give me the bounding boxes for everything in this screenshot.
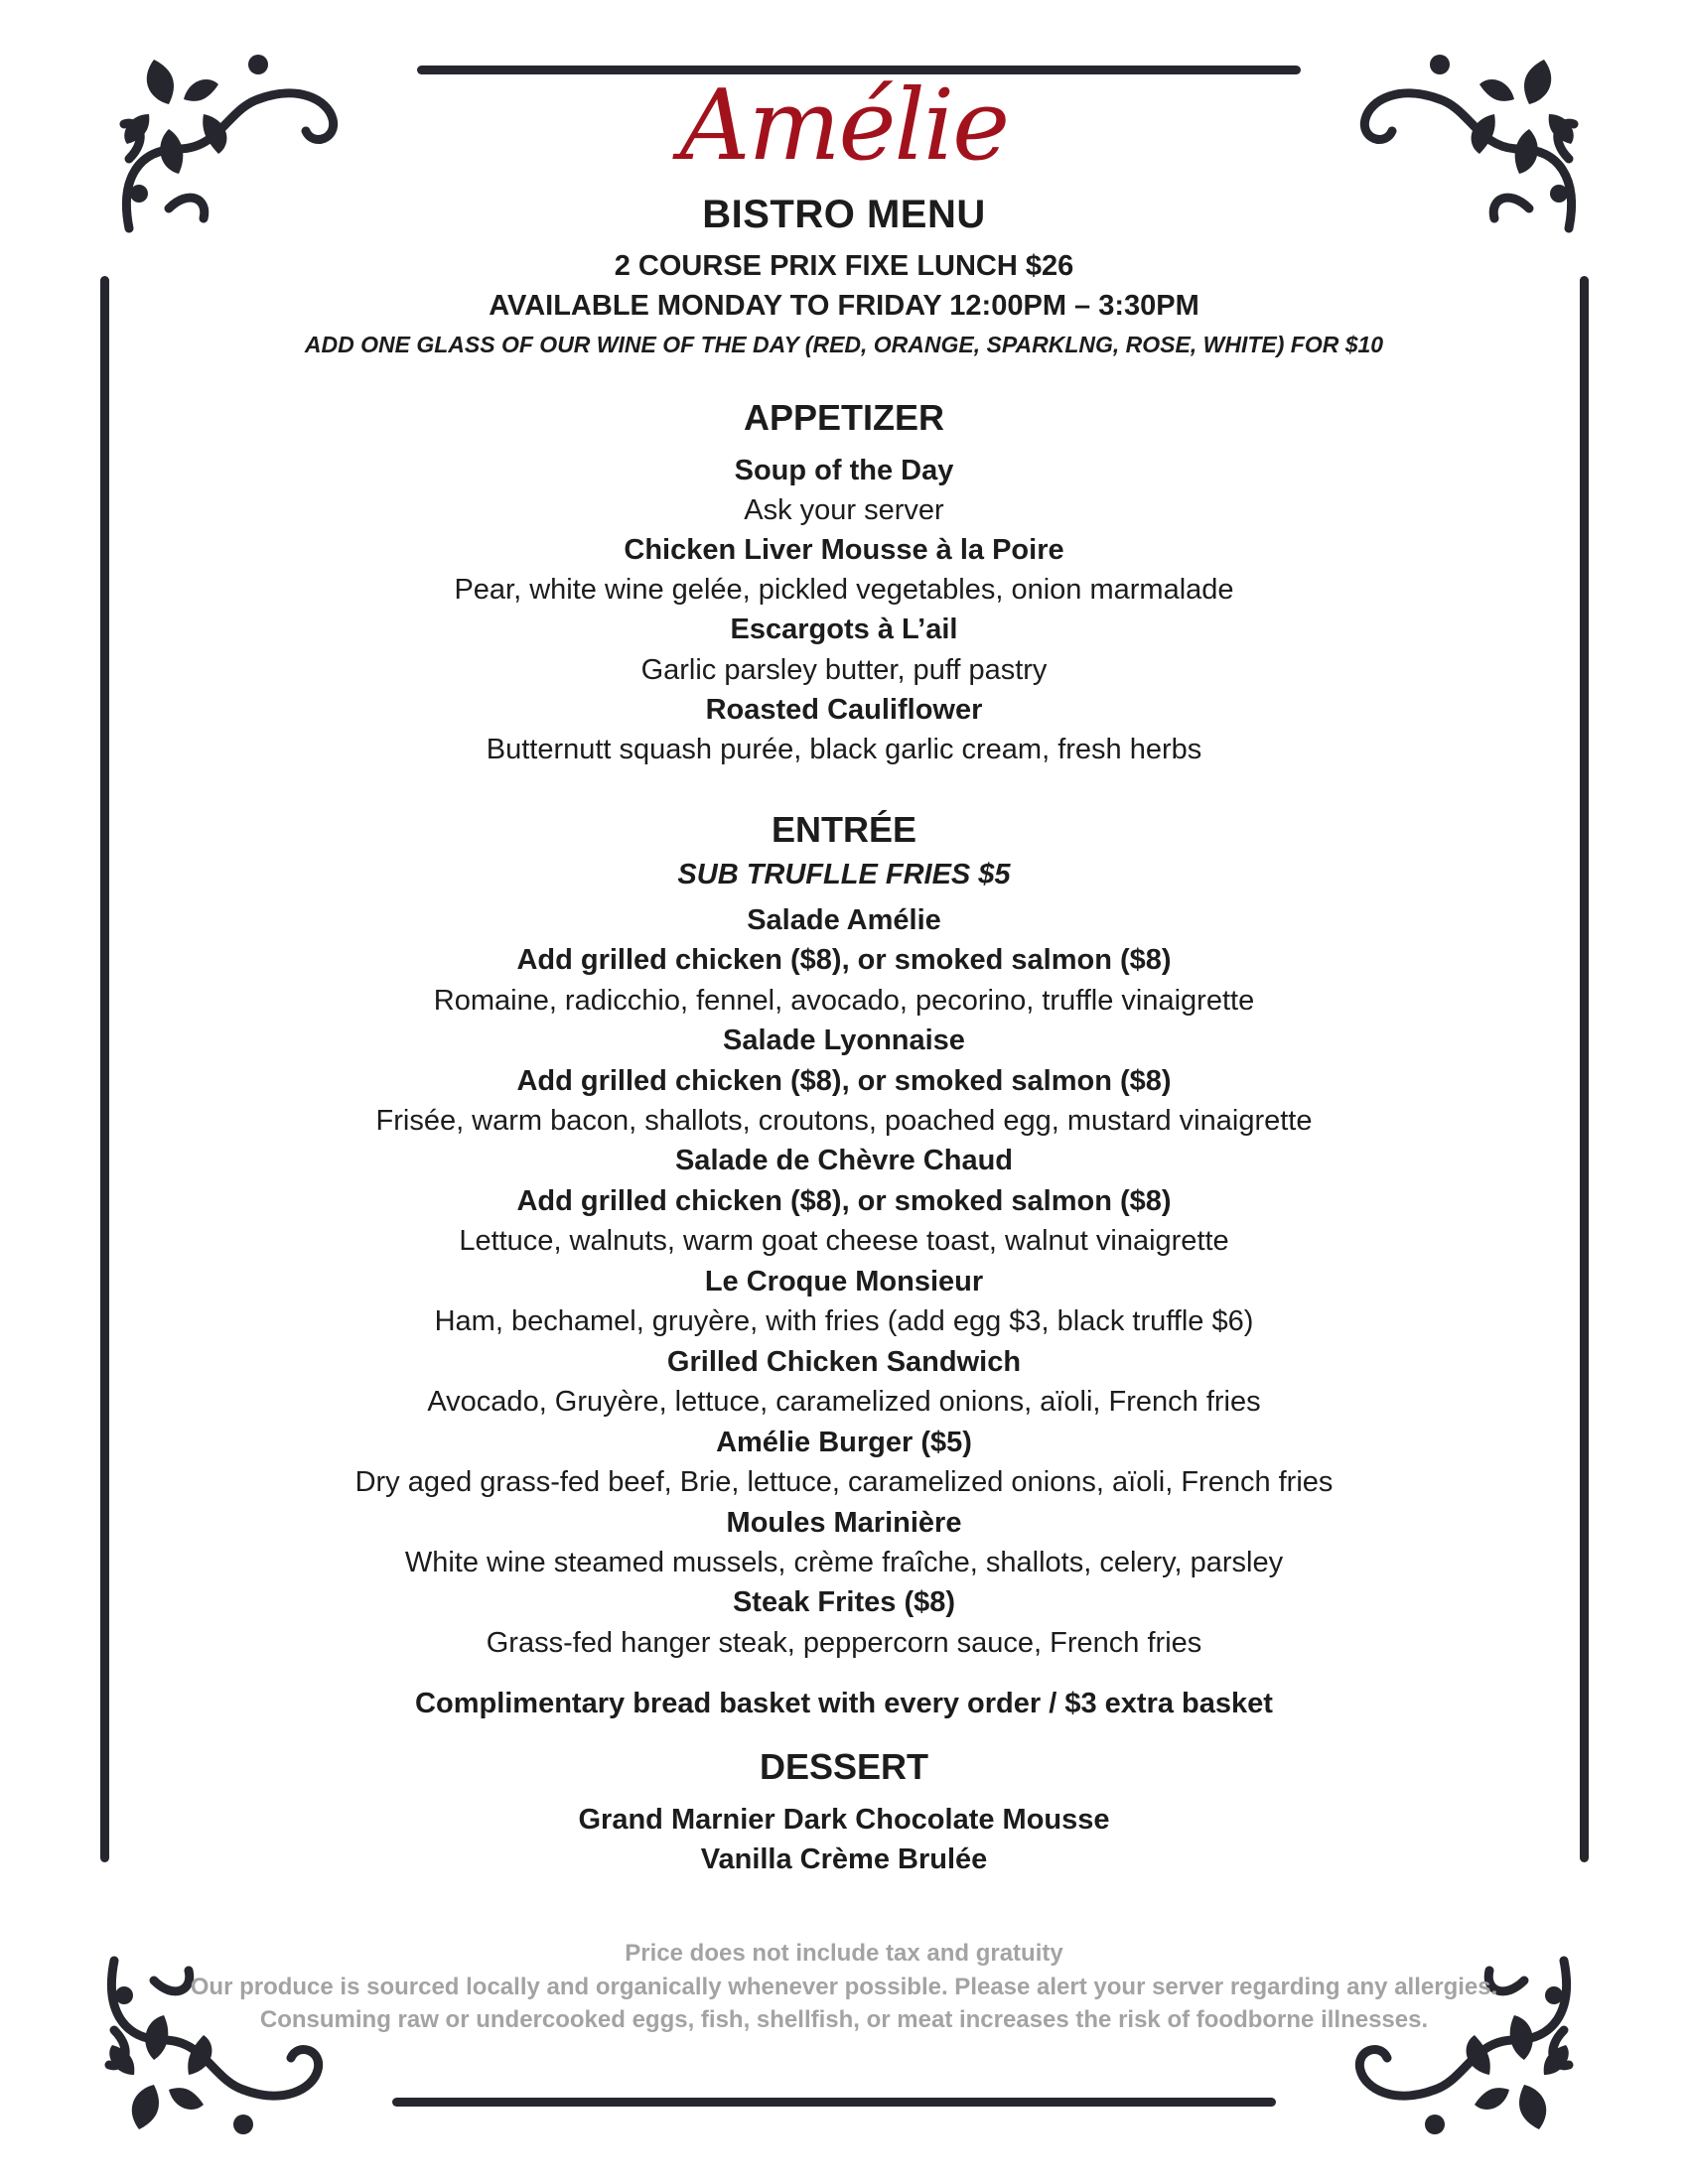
menu-item-desc: White wine steamed mussels, crème fraîche, shallots, celery, parsley bbox=[404, 1547, 1284, 1578]
wine-note: ADD ONE GLASS OF OUR WINE OF THE DAY (RED, ORANGE, SPARKLNG, ROSE, WHITE) FOR $10 bbox=[304, 332, 1384, 357]
hours-line: AVAILABLE MONDAY TO FRIDAY 12:00PM – 3:30PM bbox=[489, 290, 1199, 322]
menu-item-desc: Romaine, radicchio, fennel, avocado, pecorino, truffle vinaigrette bbox=[433, 985, 1255, 1017]
menu-item-name: Salade Lyonnaise bbox=[723, 1024, 965, 1056]
menu-item-addon: Add grilled chicken ($8), or smoked salmon ($8) bbox=[516, 1065, 1172, 1097]
menu-item-name: Chicken Liver Mousse à la Poire bbox=[624, 534, 1064, 566]
menu-item-name: Grilled Chicken Sandwich bbox=[666, 1346, 1022, 1378]
menu-item-name: Moules Marinière bbox=[726, 1507, 962, 1539]
menu-item-name: Salade Amélie bbox=[747, 904, 941, 936]
section-heading-entree: ENTRÉE bbox=[771, 809, 917, 850]
section-heading-appetizer: APPETIZER bbox=[743, 397, 945, 438]
menu-item-desc: Lettuce, walnuts, warm goat cheese toast, walnut vinaigrette bbox=[459, 1225, 1229, 1257]
menu-item-name: Salade de Chèvre Chaud bbox=[674, 1145, 1014, 1176]
menu-item-desc: Dry aged grass-fed beef, Brie, lettuce, caramelized onions, aïoli, French fries bbox=[354, 1466, 1334, 1498]
menu-item-desc: Butternutt squash purée, black garlic cream, fresh herbs bbox=[486, 734, 1202, 765]
prix-fixe-line: 2 COURSE PRIX FIXE LUNCH $26 bbox=[614, 250, 1074, 282]
footer-tax-note: Price does not include tax and gratuity bbox=[625, 1940, 1063, 1967]
dessert-item: Vanilla Crème Brulée bbox=[700, 1843, 988, 1875]
menu-item-desc: Ham, bechamel, gruyère, with fries (add egg $3, black truffle $6) bbox=[434, 1305, 1254, 1337]
page-title: BISTRO MENU bbox=[702, 193, 986, 236]
bread-basket-note: Complimentary bread basket with every order / $3 extra basket bbox=[415, 1688, 1273, 1719]
bottom-rule bbox=[392, 2098, 1276, 2107]
menu-item-name: Steak Frites ($8) bbox=[732, 1586, 956, 1618]
menu-item-desc: Ask your server bbox=[744, 494, 944, 526]
brand-logo: Amélie bbox=[679, 69, 1009, 183]
menu-item-name: Roasted Cauliflower bbox=[705, 694, 983, 726]
menu-item-desc: Avocado, Gruyère, lettuce, caramelized onions, aïoli, French fries bbox=[427, 1386, 1261, 1418]
truffle-fries-note: SUB TRUFLLE FRIES $5 bbox=[677, 859, 1011, 890]
section-heading-dessert: DESSERT bbox=[759, 1746, 929, 1787]
menu-item-desc: Frisée, warm bacon, shallots, croutons, poached egg, mustard vinaigrette bbox=[375, 1105, 1313, 1137]
menu-item-desc: Grass-fed hanger steak, peppercorn sauce, French fries bbox=[486, 1627, 1202, 1659]
footer-sourcing-note: Our produce is sourced locally and organically whenever possible. Please alert your server regarding any allergies. bbox=[190, 1974, 1498, 2000]
menu-item-name: Escargots à L’ail bbox=[730, 614, 958, 645]
menu-item-desc: Garlic parsley butter, puff pastry bbox=[640, 654, 1048, 686]
menu-item-addon: Add grilled chicken ($8), or smoked salmon ($8) bbox=[516, 1185, 1172, 1217]
menu-item-name: Soup of the Day bbox=[734, 455, 954, 486]
menu-item-desc: Pear, white wine gelée, pickled vegetables, onion marmalade bbox=[454, 574, 1234, 606]
footer-health-warning: Consuming raw or undercooked eggs, fish, shellfish, or meat increases the risk of foodborne illnesses. bbox=[259, 2006, 1429, 2033]
menu-item-addon: Add grilled chicken ($8), or smoked salmon ($8) bbox=[516, 944, 1172, 976]
dessert-item: Grand Marnier Dark Chocolate Mousse bbox=[578, 1804, 1110, 1836]
menu-item-name: Amélie Burger ($5) bbox=[716, 1427, 972, 1458]
menu-item-name: Le Croque Monsieur bbox=[704, 1266, 984, 1297]
